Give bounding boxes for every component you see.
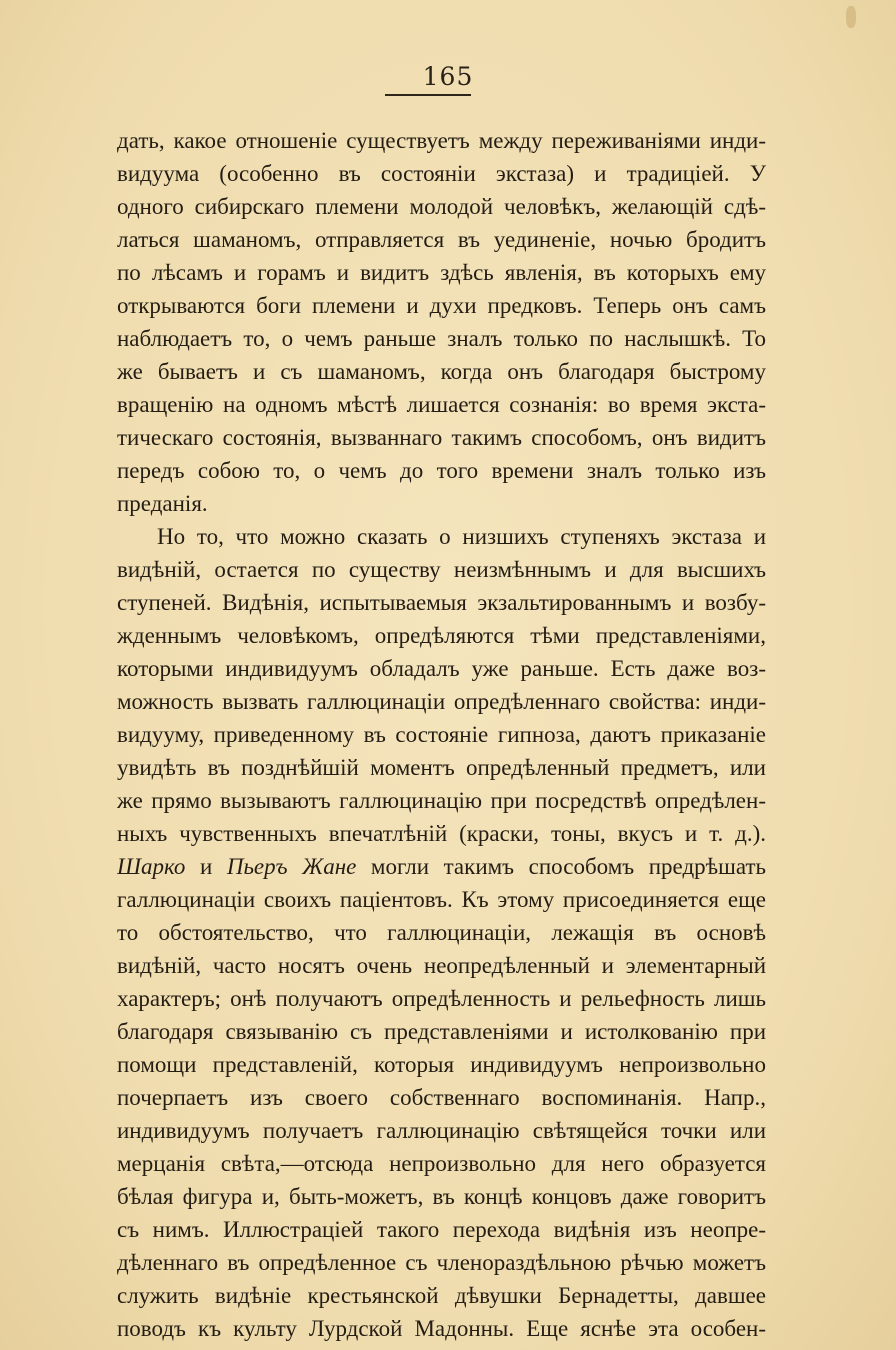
name-charcot: Шарко — [117, 854, 186, 879]
text-line: ступеней. Видѣнія, испытываемыя экзальтированнымъ и возбу- — [117, 590, 766, 615]
text-line: же прямо вызываютъ галлюцинацію при посредствѣ опредѣлен- — [117, 788, 766, 813]
name-pierre-janet: Пьеръ Жане — [226, 854, 357, 879]
text-line: тическаго состоянія, вызваннаго такимъ способомъ, онъ видитъ — [117, 425, 766, 450]
text-line: дать, какое отношеніе существуетъ между переживаніями инди- — [117, 128, 766, 153]
text-line: ныхъ чувственныхъ впечатлѣній (краски, тоны, вкусъ и т. д.). — [117, 821, 766, 846]
text-line: благодаря связыванію съ представленіями и истолкованію при — [117, 1019, 766, 1044]
text-line: дѣленнаго въ опредѣленное съ членораздѣльною рѣчью можетъ — [117, 1250, 766, 1275]
text-line: мерцанія свѣта,—отсюда непроизвольно для него образуется — [117, 1151, 766, 1176]
paper-stain — [846, 6, 856, 28]
body-text — [117, 124, 766, 1345]
text-line: по лѣсамъ и горамъ и видитъ здѣсь явленія, въ которыхъ ему — [117, 260, 766, 285]
text-line: открываются боги племени и духи предковъ. Теперь онъ самъ — [117, 293, 766, 318]
text-line: можность вызвать галлюцинаціи опредѣленнаго свойства: инди- — [117, 689, 766, 714]
text-line: видуума (особенно въ состояніи экстаза) и традиціей. У — [117, 161, 766, 186]
text-line: бѣлая фигура и, быть-можетъ, въ концѣ концовъ даже говоритъ — [117, 1184, 766, 1209]
conjunction: и — [185, 854, 227, 879]
text-line: то обстоятельство, что галлюцинаціи, лежащія въ основѣ — [117, 920, 766, 945]
text-line-with-names — [117, 850, 766, 883]
text-line: почерпаетъ изъ своего собственнаго воспоминанія. Напр., — [117, 1085, 766, 1110]
text-line: галлюцинаціи своихъ паціентовъ. Къ этому присоединяется еще — [117, 887, 766, 912]
page-number: 165 — [422, 62, 474, 91]
text-line: Но то, что можно сказать о низшихъ ступеняхъ экстаза и — [157, 524, 766, 549]
text-line: видууму, приведенному въ состояніе гипноза, даютъ приказаніе — [117, 722, 766, 747]
line-remainder: могли такимъ способомъ предрѣшать — [356, 854, 766, 879]
text-line: же бываетъ и съ шаманомъ, когда онъ благодаря быстрому — [117, 359, 766, 384]
text-line: индивидуумъ получаетъ галлюцинацію свѣтящейся точки или — [117, 1118, 766, 1143]
page-number-rule — [385, 94, 471, 96]
text-line: увидѣть въ позднѣйшій моментъ опредѣленный предметъ, или — [117, 755, 766, 780]
text-line: одного сибирскаго племени молодой человѣкъ, желающій сдѣ- — [117, 194, 766, 219]
text-line: характеръ; онѣ получаютъ опредѣленность и рельефность лишь — [117, 986, 766, 1011]
text-line: жденнымъ человѣкомъ, опредѣляются тѣми представленіями, — [117, 623, 766, 648]
text-line: съ нимъ. Иллюстраціей такого перехода видѣнія изъ неопре- — [117, 1217, 766, 1242]
text-line: наблюдаетъ то, о чемъ раньше зналъ только по наслышкѣ. То — [117, 326, 766, 351]
text-line: передъ собою то, о чемъ до того времени зналъ только изъ — [117, 458, 766, 483]
text-line: помощи представленій, которыя индивидуумъ непроизвольно — [117, 1052, 766, 1077]
text-line: видѣній, остается по существу неизмѣннымъ и для высшихъ — [117, 557, 766, 582]
text-line: служить видѣніе крестьянской дѣвушки Бернадетты, давшее — [117, 1283, 766, 1308]
text-line: вращенію на одномъ мѣстѣ лишается сознанія: во время экста- — [117, 392, 766, 417]
text-line: поводъ къ культу Лурдской Мадонны. Еще яснѣе эта особен- — [117, 1316, 766, 1341]
text-line: которыми индивидуумъ обладалъ уже раньше. Есть даже воз- — [117, 656, 766, 681]
text-line: преданія. — [117, 491, 208, 516]
text-line: латься шаманомъ, отправляется въ уединеніе, ночью бродитъ — [117, 227, 766, 252]
text-line: видѣній, часто носятъ очень неопредѣленный и элементарный — [117, 953, 766, 978]
